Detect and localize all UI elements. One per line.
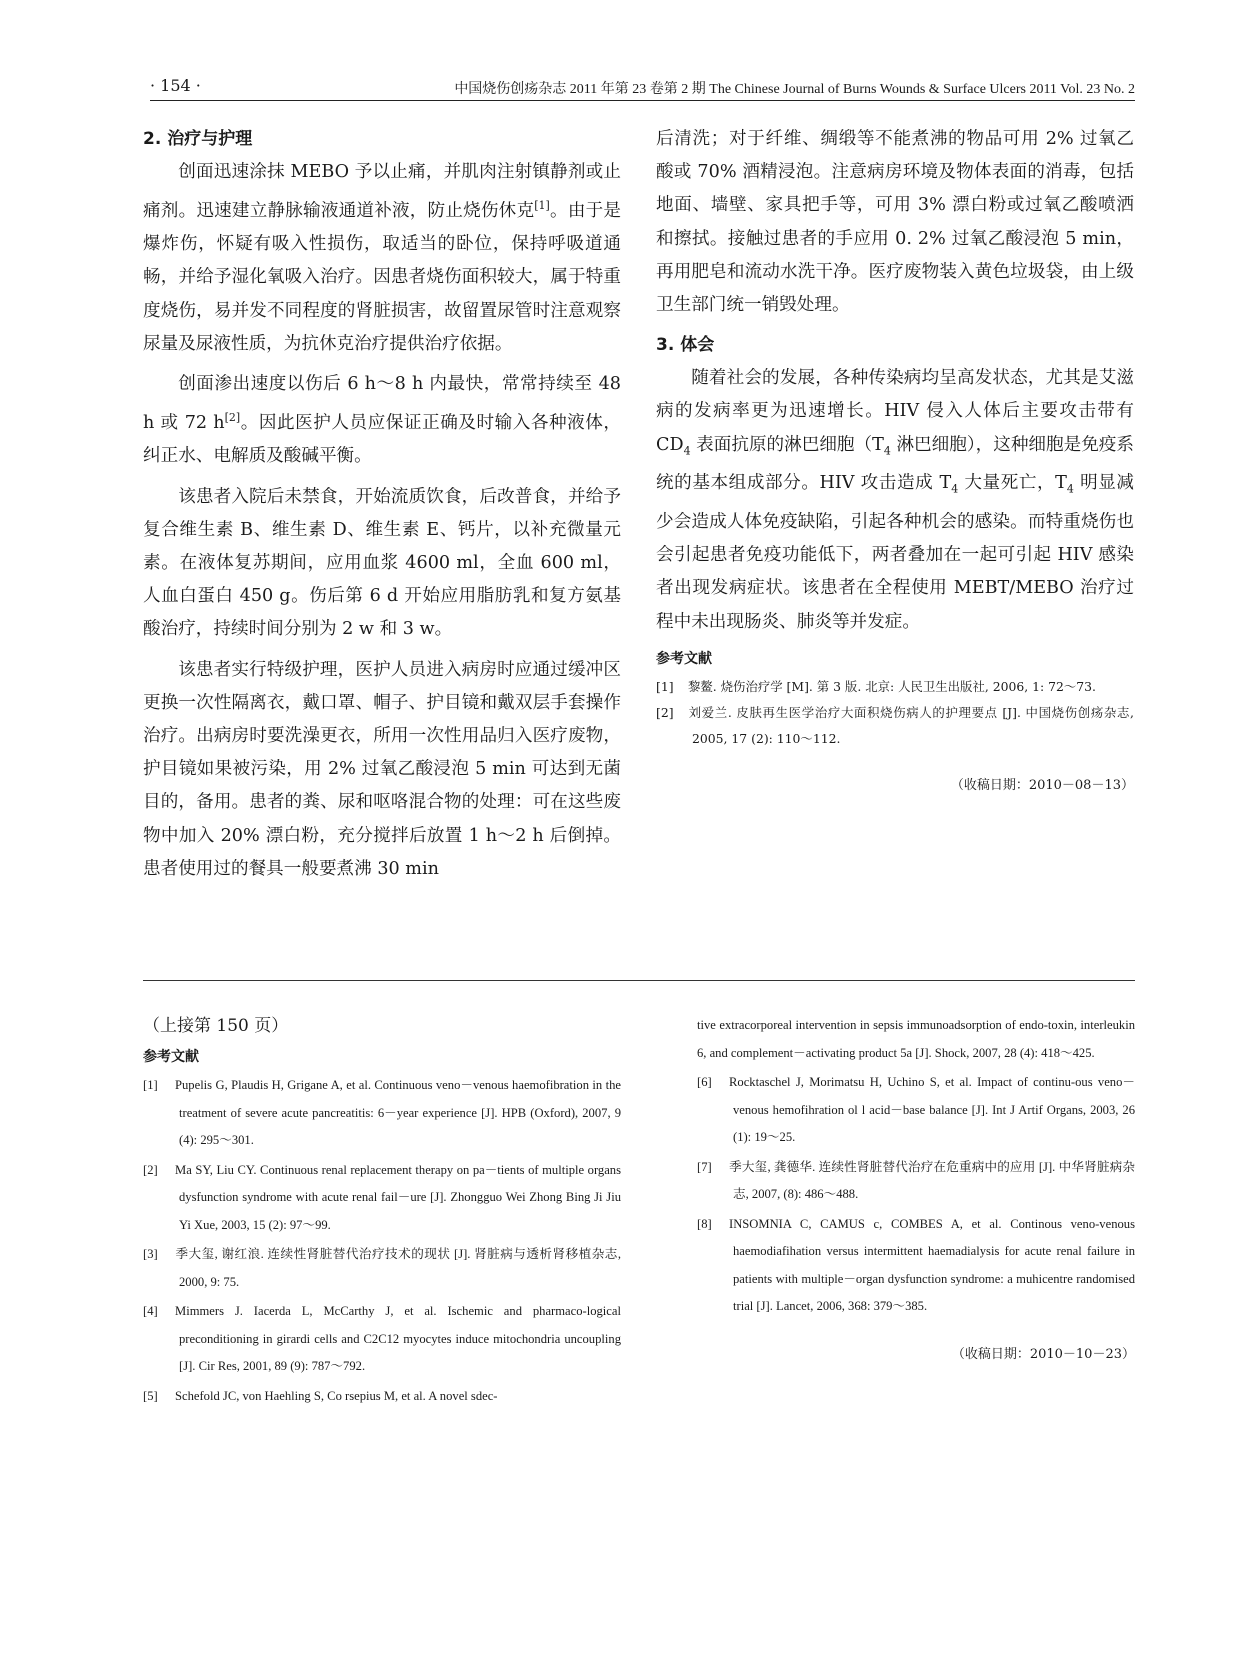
reference-item: [8] INSOMNIA C, CAMUS c, COMBES A, et al. Continous veno-venous haemodiafihation versus intermittent haemadialysis for acute renal failure in patients with multiple－organ dysfunction syndrome: a muhicentre randomised trial [J]. Lancet, 2006, 368: 379～385. [697,1216,1135,1313]
references-heading: 参考文献 [143,1049,199,1065]
section-3-heading: 3. 体会 [656,335,715,356]
bottom-left-column [143,1012,621,1412]
running-header [150,74,1135,101]
reference-item: [7] 季大玺, 龚德华. 连续性肾脏替代治疗在危重病中的应用 [J]. 中华肾脏病杂志, 2007, (8): 486～488. [697,1159,1135,1201]
reference-continuation: tive extracorporeal intervention in sepsis immunoadsorption of endo-toxin, interleukin 6, and complement－activating product 5a [J]. Shock, 2007, 28 (4): 418～425. [697,1018,1135,1060]
received-date: （收稿日期：2010－08－13） [950,777,1134,793]
right-column [656,123,1134,806]
paragraph: 创面渗出速度以伤后 6 h～8 h 内最快，常常持续至 48 h 或 72 h[2]。因此医护人员应保证正确及时输入各种液体，纠正水、电解质及酸碱平衡。 [143,374,621,467]
citation[interactable]: [1] [534,199,550,213]
paragraph: 该患者实行特级护理，医护人员进入病房时应通过缓冲区更换一次性隔离衣，戴口罩、帽子、护目镜和戴双层手套操作治疗。出病房时要洗澡更衣，所用一次性用品归入医疗废物，护目镜如果被污染，用 2% 过氧乙酸浸泡 5 min 可达到无菌目的，备用。患者的粪、尿和呕咯混合物的处理：可在这些废物中加入 20% 漂白粉，充分搅拌后放置 1 h～2 h 后倒掉。患者使用过的餐具一般要煮沸 30 min [143,659,621,879]
paragraph: 随着社会的发展，各种传染病均呈高发状态，尤其是艾滋病的发病率更为迅速增长。HIV 侵入人体后主要攻击带有 $CD_4$ 表面抗原的淋巴细胞（$T_4$ 淋巴细胞），这种细胞是免疫系统的基本组成部分。HIV 攻击造成 $T_4$ 大量死亡，$T_4$ 明显减少会造成人体免疫缺陷，引起各种机会的感染。而特重烧伤也会引起患者免疫功能低下，两者叠加在一起可引起 HIV 感染者出现发病症状。该患者在全程使用 MEBT/MEBO 治疗过程中未出现肠炎、肺炎等并发症。 [656,368,1135,632]
paragraph: 后清洗；对于纤维、绸缎等不能煮沸的物品可用 2% 过氧乙酸或 70% 酒精浸泡。注意病房环境及物体表面的消毒，包括地面、墙壁、家具把手等，可用 3% 漂白粉或过氧乙酸喷洒和擦拭。接触过患者的手应用 0. 2% 过氧乙酸浸泡 5 min，再用肥皂和流动水洗干净。医疗废物装入黄色垃圾袋，由上级卫生部门统一销毁处理。 [656,129,1134,316]
reference-item: [3] 季大玺, 谢红浪. 连续性肾脏替代治疗技术的现状 [J]. 肾脏病与透析肾移植杂志, 2000, 9: 75. [143,1247,621,1289]
paragraph: 该患者入院后未禁食，开始流质饮食，后改普食，并给予复合维生素 B、维生素 D、维生素 E、钙片，以补充微量元素。在液体复苏期间，应用血浆 4600 ml，全血 600 ml，人血白蛋白 450 g。伤后第 6 d 开始应用脂肪乳和复方氨基酸治疗，持续时间分别为 2 w 和 3 w。 [143,486,621,640]
left-column [143,123,621,893]
citation[interactable]: [2] [224,411,241,425]
reference-item: [2] 刘爱兰. 皮肤再生医学治疗大面积烧伤病人的护理要点 [J]. 中国烧伤创疡杂志, 2005, 17 (2): 110～112. [656,704,1134,746]
paragraph: 创面迅速涂抹 MEBO 予以止痛，并肌肉注射镇静剂或止痛剂。迅速建立静脉输液通道补液，防止烧伤休克[1]。由于是爆炸伤，怀疑有吸入性损伤，取适当的卧位，保持呼吸道通畅，并给予湿化氧吸入治疗。因患者烧伤面积较大，属于特重度烧伤，易并发不同程度的肾脏损害，故留置尿管时注意观察尿量及尿液性质，为抗休克治疗提供治疗依据。 [143,162,621,354]
section-divider [143,980,1135,981]
section-2-heading: 2. 治疗与护理 [143,129,253,149]
reference-item: [4] Mimmers J. Iacerda L, McCarthy J, et al. Ischemic and pharmaco-logical preconditioning in girardi cells and C2C12 myocytes induce mitochondria uncoupling [J]. Cir Res, 2001, 89 (9): 787～792. [143,1304,621,1373]
continued-note: （上接第 150 页） [143,1016,289,1036]
reference-item: [5] Schefold JC, von Haehling S, Co rsepius M, et al. A novel sdec- [143,1388,498,1403]
bottom-right-column [697,1012,1135,1375]
page-number: · 154 · [150,76,201,95]
reference-item: [1] Pupelis G, Plaudis H, Grigane A, et al. Continuous veno－venous haemofibration in the treatment of severe acute pancreatitis: 6－year experience [J]. HPB (Oxford), 2007, 9 (4): 295～301. [143,1078,621,1147]
references-heading: 参考文献 [656,650,712,667]
reference-item: [2] Ma SY, Liu CY. Continuous renal replacement therapy on pa－tients of multiple organs dysfunction syndrome with acute renal fail－ure [J]. Zhongguo Wei Zhong Bing Ji Jiu Yi Xue, 2003, 15 (2): 97～99. [143,1162,621,1232]
received-date: （收稿日期：2010－10－23） [951,1346,1135,1362]
journal-running-title: 中国烧伤创疡杂志 2011 年第 23 卷第 2 期 The Chinese Journal of Burns Wounds & Surface Ulcers 2011 Vol. 23 No. 2 [454,82,1135,97]
reference-item: [6] Rocktaschel J, Morimatsu H, Uchino S, et al. Impact of continu-ous veno－venous hemofihration ol l acid－base balance [J]. Int J Artif Organs, 2003, 26 (1): 19～25. [697,1075,1135,1144]
reference-item: [1] 黎鳌. 烧伤治疗学 [M]. 第 3 版. 北京: 人民卫生出版社, 2006, 1: 72～73. [656,678,1096,694]
